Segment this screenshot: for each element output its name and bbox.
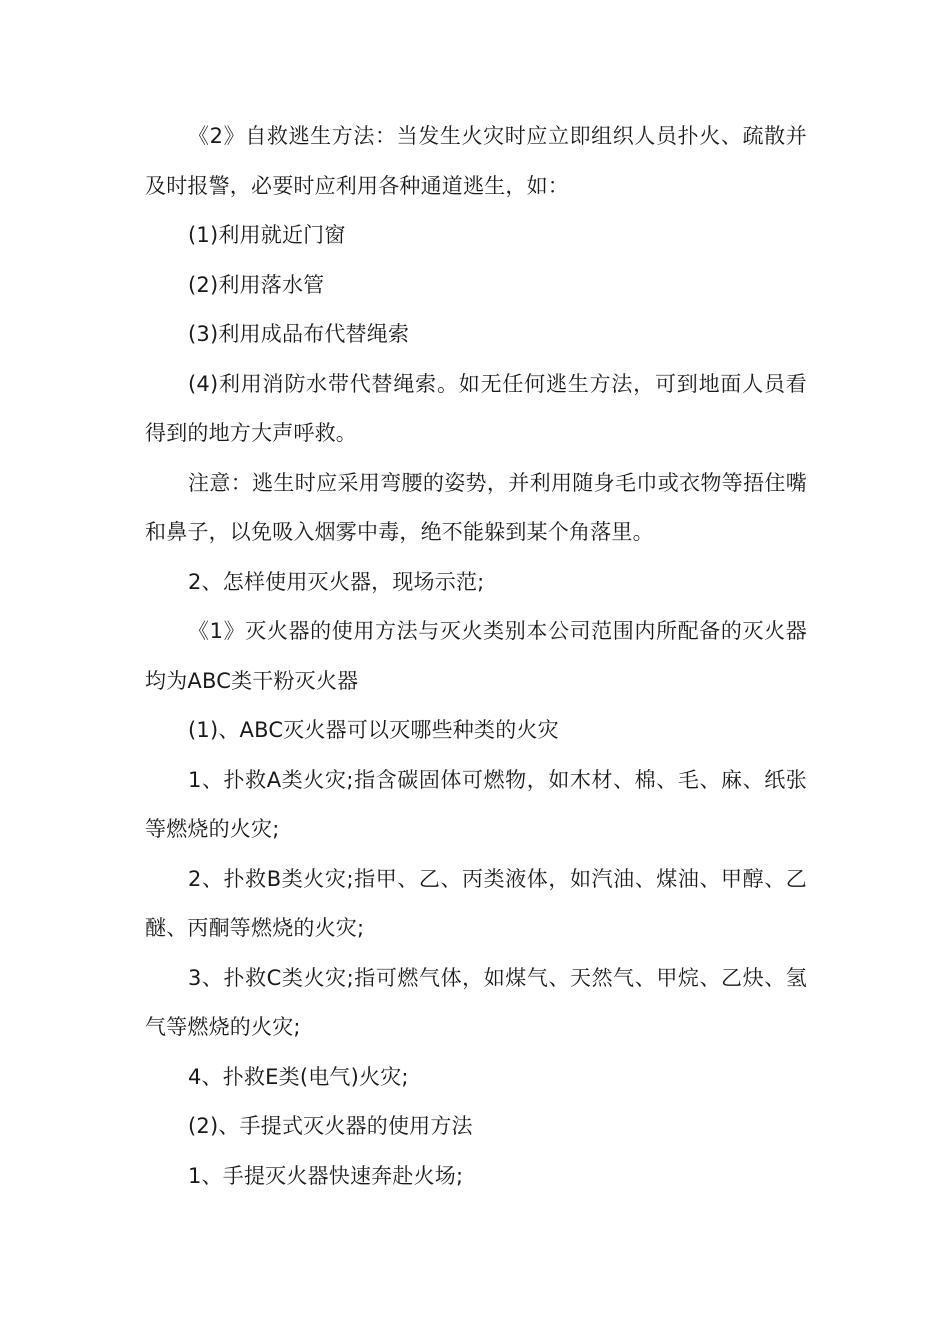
list-item-cloth-rope: (3)利用成品布代替绳索 — [188, 322, 410, 346]
list-item-class-b-fire: 2、扑救B类火灾;指甲、乙、丙类液体，如汽油、煤油、甲醇、乙醚、丙酮等燃烧的火灾; — [145, 866, 807, 940]
list-item-doors-windows: (1)利用就近门窗 — [188, 223, 346, 247]
list-item-class-e-fire: 4、扑救E类(电气)火灾; — [188, 1064, 409, 1089]
list-item-drainpipe: (2)利用落水管 — [188, 272, 325, 297]
section-heading-extinguisher-usage: 2、怎样使用灭火器，现场示范; — [188, 569, 485, 594]
document-body — [145, 112, 807, 1201]
list-item-step-1: 1、手提灭火器快速奔赴火场; — [188, 1163, 464, 1188]
subheading-portable-extinguisher-usage: (2)、手提式灭火器的使用方法 — [188, 1114, 473, 1138]
subheading-abc-fire-classes: (1)、ABC灭火器可以灭哪些种类的火灾 — [188, 718, 559, 742]
paragraph-self-rescue-method: 《2》自救逃生方法：当发生火灾时应立即组织人员扑火、疏散并及时报警，必要时应利用各种通道逃生，如： — [145, 124, 807, 198]
list-item-class-a-fire: 1、扑救A类火灾;指含碳固体可燃物，如木材、棉、毛、麻、纸张等燃烧的火灾; — [145, 767, 807, 841]
paragraph-extinguisher-types: 《1》灭火器的使用方法与灭火类别本公司范围内所配备的灭火器均为ABC类干粉灭火器 — [145, 619, 807, 693]
list-item-class-c-fire: 3、扑救C类火灾;指可燃气体，如煤气、天然气、甲烷、乙炔、氢气等燃烧的火灾; — [145, 965, 807, 1039]
paragraph-caution-note: 注意：逃生时应采用弯腰的姿势，并利用随身毛巾或衣物等捂住嘴和鼻子，以免吸入烟雾中毒，绝不能躲到某个角落里。 — [145, 470, 807, 544]
list-item-fire-hose-rope: (4)利用消防水带代替绳索。如无任何逃生方法，可到地面人员看得到的地方大声呼救。 — [145, 371, 807, 445]
